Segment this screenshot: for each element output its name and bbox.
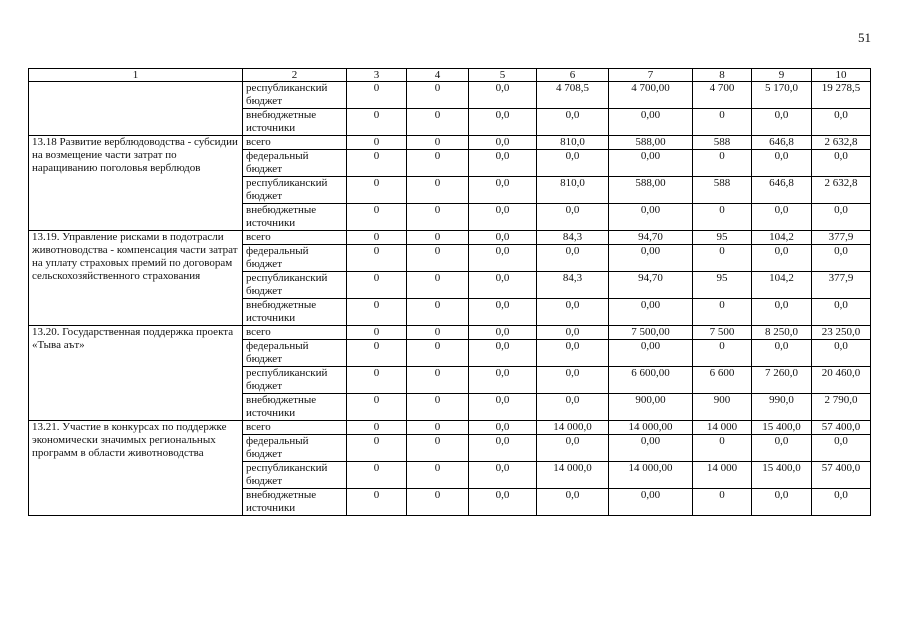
funding-source-cell: внебюджетные источники: [243, 489, 347, 516]
value-cell: 0,0: [812, 204, 871, 231]
value-cell: 0,0: [752, 204, 812, 231]
value-cell: 0: [347, 82, 407, 109]
value-cell: 0,0: [469, 231, 537, 245]
value-cell: 0,0: [752, 489, 812, 516]
value-cell: 0,0: [469, 326, 537, 340]
value-cell: 0,0: [537, 394, 609, 421]
value-cell: 0: [407, 394, 469, 421]
column-header: 5: [469, 69, 537, 82]
column-header: 8: [693, 69, 752, 82]
funding-source-cell: республиканский бюджет: [243, 462, 347, 489]
value-cell: 15 400,0: [752, 421, 812, 435]
value-cell: 0,00: [609, 489, 693, 516]
value-cell: 0: [693, 340, 752, 367]
value-cell: 20 460,0: [812, 367, 871, 394]
activity-cell: 13.21. Участие в конкурсах по поддержке экономически значимых региональных программ в области животноводства: [29, 421, 243, 516]
value-cell: 0: [407, 245, 469, 272]
value-cell: 0,0: [469, 150, 537, 177]
value-cell: 0: [693, 435, 752, 462]
value-cell: 0: [693, 489, 752, 516]
value-cell: 0: [347, 150, 407, 177]
value-cell: 646,8: [752, 177, 812, 204]
value-cell: 0,0: [812, 299, 871, 326]
value-cell: 0: [693, 299, 752, 326]
value-cell: 0: [347, 421, 407, 435]
table-row: [29, 136, 871, 150]
funding-source-cell: внебюджетные источники: [243, 204, 347, 231]
value-cell: 0,0: [537, 204, 609, 231]
value-cell: 14 000,0: [537, 421, 609, 435]
funding-source-cell: внебюджетные источники: [243, 299, 347, 326]
value-cell: 0: [347, 435, 407, 462]
value-cell: 94,70: [609, 272, 693, 299]
value-cell: 6 600,00: [609, 367, 693, 394]
value-cell: 84,3: [537, 231, 609, 245]
value-cell: 377,9: [812, 231, 871, 245]
column-header: 4: [407, 69, 469, 82]
column-header: 2: [243, 69, 347, 82]
value-cell: 990,0: [752, 394, 812, 421]
funding-source-cell: республиканский бюджет: [243, 82, 347, 109]
value-cell: 646,8: [752, 136, 812, 150]
value-cell: 4 708,5: [537, 82, 609, 109]
value-cell: 0: [347, 489, 407, 516]
table-row: [29, 421, 871, 435]
value-cell: 7 500: [693, 326, 752, 340]
value-cell: 0,0: [752, 340, 812, 367]
value-cell: 0: [693, 109, 752, 136]
value-cell: 0,0: [537, 367, 609, 394]
value-cell: 0,0: [812, 245, 871, 272]
value-cell: 0,0: [537, 326, 609, 340]
value-cell: 0: [407, 177, 469, 204]
funding-source-cell: внебюджетные источники: [243, 109, 347, 136]
value-cell: 84,3: [537, 272, 609, 299]
value-cell: 0,0: [469, 340, 537, 367]
column-header: 3: [347, 69, 407, 82]
value-cell: 0,0: [752, 245, 812, 272]
value-cell: 57 400,0: [812, 421, 871, 435]
funding-source-cell: республиканский бюджет: [243, 177, 347, 204]
value-cell: 0,0: [812, 340, 871, 367]
table-row: [29, 231, 871, 245]
column-header: 9: [752, 69, 812, 82]
page-number: 51: [858, 30, 871, 45]
value-cell: 0: [347, 299, 407, 326]
funding-source-cell: внебюджетные источники: [243, 394, 347, 421]
value-cell: 94,70: [609, 231, 693, 245]
value-cell: 0,0: [469, 245, 537, 272]
value-cell: 0: [347, 340, 407, 367]
value-cell: 7 260,0: [752, 367, 812, 394]
activity-cell: 13.18 Развитие верблюдоводства - субсидии на возмещение части затрат по наращиванию поголовья верблюдов: [29, 136, 243, 231]
value-cell: 0,0: [469, 204, 537, 231]
value-cell: 104,2: [752, 272, 812, 299]
funding-source-cell: всего: [243, 231, 347, 245]
value-cell: 0: [407, 272, 469, 299]
value-cell: 588: [693, 136, 752, 150]
value-cell: 588,00: [609, 177, 693, 204]
activity-cell: 13.20. Государственная поддержка проекта «Тыва аът»: [29, 326, 243, 421]
value-cell: 19 278,5: [812, 82, 871, 109]
value-cell: 0: [693, 245, 752, 272]
value-cell: 0,0: [537, 150, 609, 177]
value-cell: 4 700: [693, 82, 752, 109]
value-cell: 0,00: [609, 245, 693, 272]
value-cell: 0: [407, 367, 469, 394]
funding-source-cell: федеральный бюджет: [243, 245, 347, 272]
value-cell: 0: [347, 231, 407, 245]
funding-source-cell: федеральный бюджет: [243, 340, 347, 367]
value-cell: 2 632,8: [812, 177, 871, 204]
value-cell: 0,0: [537, 489, 609, 516]
table-row: [29, 82, 871, 109]
value-cell: 4 700,00: [609, 82, 693, 109]
funding-source-cell: всего: [243, 421, 347, 435]
column-header: 1: [29, 69, 243, 82]
value-cell: 0,0: [469, 462, 537, 489]
value-cell: 0,0: [469, 109, 537, 136]
value-cell: 0,0: [469, 435, 537, 462]
value-cell: 0,0: [469, 489, 537, 516]
value-cell: 810,0: [537, 177, 609, 204]
value-cell: 0,0: [469, 299, 537, 326]
value-cell: 7 500,00: [609, 326, 693, 340]
funding-source-cell: республиканский бюджет: [243, 272, 347, 299]
value-cell: 0,0: [752, 150, 812, 177]
funding-source-cell: федеральный бюджет: [243, 435, 347, 462]
value-cell: 0: [407, 340, 469, 367]
value-cell: 900,00: [609, 394, 693, 421]
funding-source-cell: всего: [243, 326, 347, 340]
value-cell: 0,00: [609, 299, 693, 326]
value-cell: 0: [693, 150, 752, 177]
column-header: 10: [812, 69, 871, 82]
value-cell: 0,0: [752, 299, 812, 326]
value-cell: 0: [407, 421, 469, 435]
value-cell: 0,0: [537, 245, 609, 272]
value-cell: 0: [407, 326, 469, 340]
value-cell: 810,0: [537, 136, 609, 150]
value-cell: 8 250,0: [752, 326, 812, 340]
value-cell: 0: [347, 109, 407, 136]
value-cell: 0: [407, 435, 469, 462]
budget-table: [28, 68, 871, 516]
value-cell: 0: [407, 204, 469, 231]
value-cell: 0: [407, 150, 469, 177]
value-cell: 0,00: [609, 435, 693, 462]
value-cell: 0: [407, 462, 469, 489]
activity-cell: [29, 82, 243, 136]
value-cell: 0,0: [812, 489, 871, 516]
funding-source-cell: федеральный бюджет: [243, 150, 347, 177]
value-cell: 0,0: [812, 109, 871, 136]
table-body: [29, 82, 871, 516]
value-cell: 14 000: [693, 462, 752, 489]
column-header: 7: [609, 69, 693, 82]
funding-source-cell: всего: [243, 136, 347, 150]
value-cell: 0,0: [537, 340, 609, 367]
value-cell: 0,0: [469, 367, 537, 394]
value-cell: 0: [347, 462, 407, 489]
value-cell: 0,0: [469, 136, 537, 150]
value-cell: 0,0: [469, 177, 537, 204]
value-cell: 14 000: [693, 421, 752, 435]
value-cell: 0: [347, 272, 407, 299]
value-cell: 0: [347, 136, 407, 150]
value-cell: 0,0: [812, 435, 871, 462]
column-header: 6: [537, 69, 609, 82]
value-cell: 0,0: [469, 421, 537, 435]
value-cell: 0: [407, 109, 469, 136]
value-cell: 104,2: [752, 231, 812, 245]
value-cell: 0: [407, 231, 469, 245]
value-cell: 0: [347, 177, 407, 204]
value-cell: 900: [693, 394, 752, 421]
value-cell: 0: [693, 204, 752, 231]
activity-cell: 13.19. Управление рисками в подотрасли животноводства - компенсация части затрат на уплату страховых премий по договорам сельскохозяйственного страхования: [29, 231, 243, 326]
value-cell: 14 000,00: [609, 421, 693, 435]
value-cell: 0: [407, 136, 469, 150]
value-cell: 0,0: [752, 435, 812, 462]
value-cell: 377,9: [812, 272, 871, 299]
value-cell: 0,00: [609, 340, 693, 367]
value-cell: 95: [693, 272, 752, 299]
value-cell: 15 400,0: [752, 462, 812, 489]
value-cell: 588: [693, 177, 752, 204]
value-cell: 0: [347, 367, 407, 394]
column-number-row: [29, 69, 871, 82]
value-cell: 0: [407, 82, 469, 109]
value-cell: 0: [347, 326, 407, 340]
value-cell: 588,00: [609, 136, 693, 150]
value-cell: 0: [407, 299, 469, 326]
value-cell: 6 600: [693, 367, 752, 394]
value-cell: 57 400,0: [812, 462, 871, 489]
value-cell: 0,0: [752, 109, 812, 136]
value-cell: 0: [347, 245, 407, 272]
value-cell: 0,00: [609, 109, 693, 136]
value-cell: 0,0: [537, 299, 609, 326]
value-cell: 0: [407, 489, 469, 516]
value-cell: 0,00: [609, 204, 693, 231]
value-cell: 0,0: [469, 272, 537, 299]
value-cell: 0,0: [812, 150, 871, 177]
value-cell: 0,0: [537, 109, 609, 136]
value-cell: 0: [347, 394, 407, 421]
value-cell: 14 000,0: [537, 462, 609, 489]
value-cell: 0,0: [469, 82, 537, 109]
funding-source-cell: республиканский бюджет: [243, 367, 347, 394]
value-cell: 0,00: [609, 150, 693, 177]
value-cell: 0,0: [469, 394, 537, 421]
table-row: [29, 326, 871, 340]
value-cell: 0: [347, 204, 407, 231]
value-cell: 0,0: [537, 435, 609, 462]
value-cell: 23 250,0: [812, 326, 871, 340]
value-cell: 2 790,0: [812, 394, 871, 421]
value-cell: 2 632,8: [812, 136, 871, 150]
value-cell: 14 000,00: [609, 462, 693, 489]
value-cell: 95: [693, 231, 752, 245]
value-cell: 5 170,0: [752, 82, 812, 109]
